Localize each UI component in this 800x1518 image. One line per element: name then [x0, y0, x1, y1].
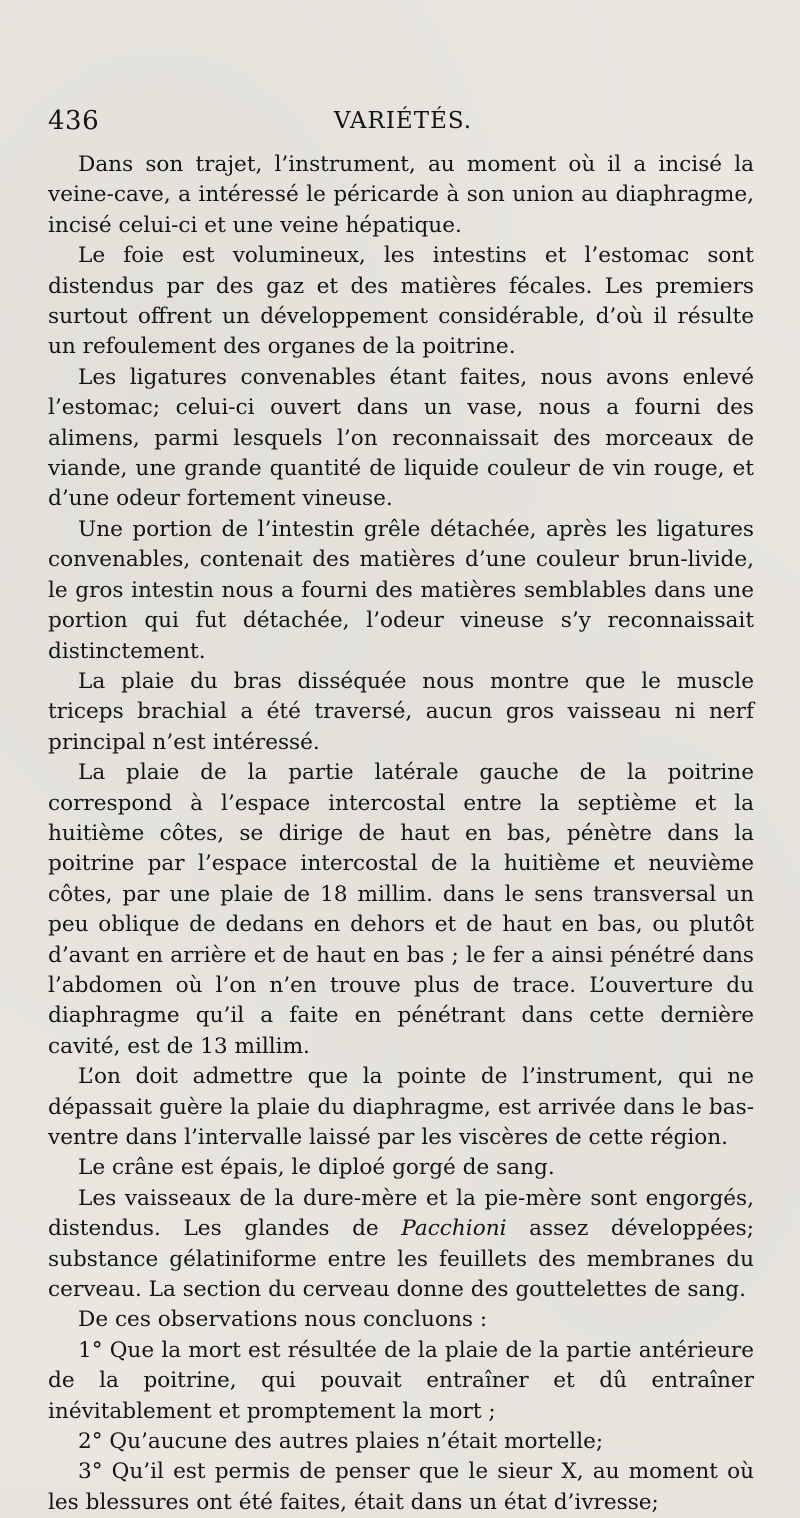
- paragraph: Le crâne est épais, le diploé gorgé de sang.: [78, 1155, 555, 1181]
- page-header: [48, 106, 758, 136]
- conclusion-item: 2° Qu’aucune des autres plaies n’était mortelle;: [78, 1429, 604, 1455]
- paragraph: Les ligatures convenables étant faites, nous avons enlevé l’estomac; celui-ci ouvert dans un vase, nous a fourni des alimens, parmi lesquels l’on reconnaissait des morceaux de viande, une grande quantité de liquide couleur de vin rouge, et d’une odeur fortement vineuse.: [48, 364, 754, 512]
- paragraph-text: Les vaisseaux de la dure-mère et la pie-mère sont engorgés, distendus. Les glandes de: [48, 1185, 754, 1242]
- page-number: 436: [48, 106, 100, 136]
- paragraph-text: assez développées; substance gélatiniforme entre les feuillets des membranes du cerveau. La section du cerveau donne des gouttelettes de sang.: [48, 1216, 754, 1303]
- paragraph: Une portion de l’intestin grêle détachée, après les ligatures convenables, contenait des matières d’une couleur brun-livide, le gros intestin nous a fourni des matières semblables dans une portion qui fut détachée, l’odeur vineuse s’y reconnaissait distinctement.: [48, 516, 754, 664]
- conclusion-item: 1° Que la mort est résultée de la plaie de la partie antérieure de la poitrine, qui pouvait entraîner et dû entraîner inévitablement et promptement la mort ;: [48, 1337, 754, 1424]
- paragraph-meninges: [48, 1184, 754, 1306]
- conclusion-intro: De ces observations nous concluons :: [78, 1307, 488, 1333]
- italic-name: Pacchioni: [401, 1216, 507, 1242]
- conclusion-item: 3° Qu’il est permis de penser que le sieur X, au moment où les blessures ont été faites, était dans un état d’ivresse;: [48, 1459, 754, 1515]
- body-text: [48, 150, 754, 1518]
- paragraph: La plaie de la partie latérale gauche de la poitrine correspond à l’espace intercostal entre la septième et la huitième côtes, se dirige de haut en bas, pénètre dans la poitrine par l’espace intercostal de la huitième et neuvième côtes, par une plaie de 18 millim. dans le sens transversal un peu oblique de dedans en dehors et de haut en bas, ou plutôt d’avant en arrière et de haut en bas ; le fer a ainsi pénétré dans l’abdomen où l’on n’en trouve plus de trace. L’ouverture du diaphragme qu’il a faite en pénétrant dans cette dernière cavité, est de 13 millim.: [48, 760, 754, 1059]
- paragraph: La plaie du bras disséquée nous montre que le muscle triceps brachial a été traversé, aucun gros vaisseau ni nerf principal n’est intéressé.: [48, 668, 754, 755]
- paragraph: L’on doit admettre que la pointe de l’instrument, qui ne dépassait guère la plaie du diaphragme, est arrivée dans le bas-ventre dans l’intervalle laissé par les viscères de cette région.: [48, 1064, 754, 1150]
- paragraph: Dans son trajet, l’instrument, au moment où il a incisé la veine-cave, a intéressé le péricarde à son union au diaphragme, incisé celui-ci et une veine hépatique.: [48, 152, 754, 238]
- paragraph: Le foie est volumineux, les intestins et l’estomac sont distendus par des gaz et des matières fécales. Les premiers surtout offrent un développement considérable, d’où il résulte un refoulement des organes de la poitrine.: [48, 243, 754, 360]
- running-head: VARIÉTÉS.: [333, 108, 473, 134]
